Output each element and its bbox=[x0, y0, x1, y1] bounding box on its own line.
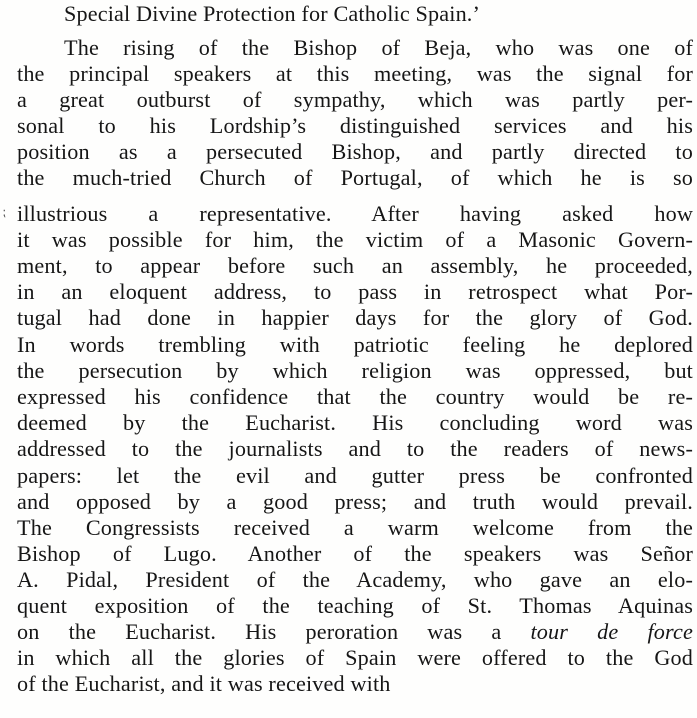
text-line-11: tugal had done in happier days for the glory of God. bbox=[17, 305, 693, 330]
text-line-15: deemed by the Eucharist. His concluding word was bbox=[17, 410, 693, 435]
text-line-8: it was possible for him, the victim of a Masonic Govern- bbox=[17, 227, 693, 252]
text-line-7: illustrious a representative. After having asked how bbox=[17, 201, 693, 226]
text-line-4: sonal to his Lordship’s distinguished services and his bbox=[17, 113, 693, 138]
text-line-21: A. Pidal, President of the Academy, who gave an elo- bbox=[17, 567, 693, 592]
text-line-12: In words trembling with patriotic feeling he deplored bbox=[17, 332, 693, 357]
text-line-23-prefix: on the Eucharist. His peroration was a bbox=[17, 619, 531, 644]
text-line-14: expressed his confidence that the country would be re- bbox=[17, 384, 693, 409]
text-line-2: the principal speakers at this meeting, was the signal for bbox=[17, 61, 693, 86]
text-line-20: Bishop of Lugo. Another of the speakers was Señor bbox=[17, 541, 693, 566]
text-line-25: of the Eucharist, and it was received with bbox=[17, 671, 391, 696]
text-line-22: quent exposition of the teaching of St. Thomas Aquinas bbox=[17, 593, 693, 618]
text-line-17: papers: let the evil and gutter press be confronted bbox=[17, 463, 693, 488]
italic-phrase: tour de force bbox=[530, 619, 693, 644]
text-line-24: in which all the glories of Spain were offered to the God bbox=[17, 645, 693, 670]
margin-mark: ⁏ bbox=[2, 205, 7, 219]
text-line-5: position as a persecuted Bishop, and partly directed to bbox=[17, 139, 693, 164]
text-line-3: a great outburst of sympathy, which was partly per- bbox=[17, 87, 693, 112]
text-line-6: the much-tried Church of Portugal, of which he is so bbox=[17, 165, 693, 190]
text-line-13: the persecution by which religion was oppressed, but bbox=[17, 358, 693, 383]
text-line-23 bbox=[17, 618, 693, 645]
text-line-9: ment, to appear before such an assembly, he proceeded, bbox=[17, 253, 693, 278]
text-line-16: addressed to the journalists and to the readers of news- bbox=[17, 436, 693, 461]
text-line-19: The Congressists received a warm welcome from the bbox=[17, 515, 693, 540]
text-line-10: in an eloquent address, to pass in retrospect what Por- bbox=[17, 279, 693, 304]
heading-line: Special Divine Protection for Catholic Spain.’ bbox=[64, 1, 481, 26]
text-line-1: The rising of the Bishop of Beja, who was one of bbox=[64, 35, 693, 60]
text-line-18: and opposed by a good press; and truth would prevail. bbox=[17, 489, 693, 514]
